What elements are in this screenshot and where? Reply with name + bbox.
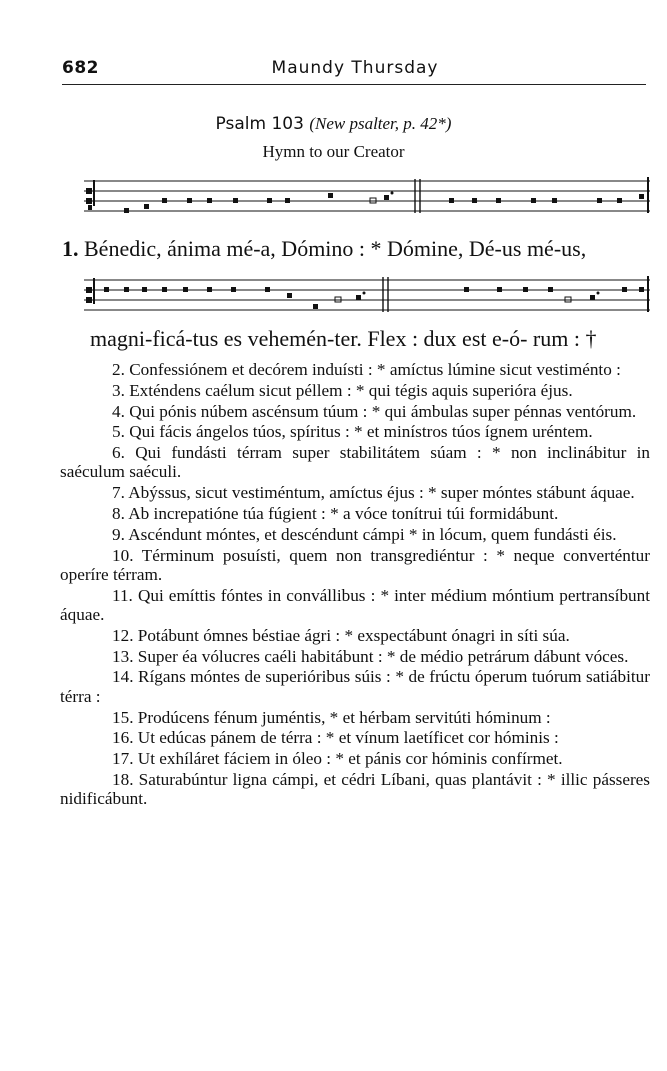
psalm-verse-15: 15. Prodúcens fénum juméntis, * et hérbam servitúti hóminum : [112, 707, 551, 727]
psalm-verse-18: 18. Saturabúntur ligna cámpi, et cédri Líbani, quas plantávit : * illic pásseres nidificábunt. [60, 769, 650, 809]
psalm-subtitle: Hymn to our Creator [262, 142, 405, 161]
psalm-verse-10: 10. Términum posuísti, quem non transgrediéntur : * neque converténtur operíre térram. [60, 545, 650, 584]
psalm-verse-4: 4. Qui pónis núbem ascénsum túum : * qui ámbulas super pénnas ventórum. [112, 401, 637, 421]
psalm-verse-5: 5. Qui fácis ángelos túos, spíritus : * et minístros túos ígnem uréntem. [112, 422, 593, 442]
psalm-verse-8: 8. Ab increpatióne túa fúgient : * a vóce tonítrui túi formidábunt. [112, 504, 559, 524]
chant-staff-2 [0, 272, 667, 332]
psalm-verse-2: 2. Confessiónem et decórem induísti : * amíctus lúmine sicut vestiménto : [112, 360, 621, 379]
running-title: Maundy Thursday [271, 58, 439, 78]
psalm-verse-14: 14. Rígans móntes de superióribus súis : * de frúctu óperum tuórum satiábitur térra : [60, 667, 650, 706]
psalm-verse-6: 6. Qui fundásti térram super stabilitátem súam : * non inclinábitur in saéculum saéculi. [60, 443, 650, 482]
verse-number-1: 1. [62, 236, 79, 261]
psalm-heading [0, 114, 667, 134]
chant-lyrics-1: Bénedic, ánima mé-a, Dómino : * Dómine, Dé-us mé-us, [84, 236, 587, 261]
chant-staff-1 [0, 172, 667, 232]
psalm-title: Psalm 103 [215, 114, 304, 134]
psalm-verse-3: 3. Exténdens caélum sicut péllem : * qui tégis aquis superióra éjus. [112, 380, 573, 400]
header-rule [62, 84, 646, 85]
psalm-verse-13: 13. Super éa vólucres caéli habitábunt : * de médio petrárum dábunt vóces. [112, 646, 629, 666]
chant-lyrics-2: magni-ficá-tus es vehemén-ter. Flex : dux est e-ó- rum : † [90, 326, 597, 351]
psalm-verse-7: 7. Abýssus, sicut vestiméntum, amíctus éjus : * super móntes stábunt áquae. [112, 483, 635, 503]
chant-line-1 [62, 236, 586, 262]
psalm-verse-12: 12. Potábunt ómnes béstiae ágri : * exspectábunt ónagri in síti súa. [112, 625, 570, 645]
psalm-verse-17: 17. Ut exhíláret fáciem in óleo : * et pánis cor hóminis confírmet. [112, 749, 563, 769]
page-header [62, 58, 648, 82]
psalm-verse-9: 9. Ascéndunt móntes, et descéndunt cámpi * in lócum, quem fundásti éis. [112, 524, 617, 544]
psalm-verse-11: 11. Qui emíttis fóntes in convállibus : * inter médium móntium pertransíbunt áquae. [60, 585, 650, 625]
page-number: 682 [62, 58, 99, 78]
chant-line-2 [90, 326, 596, 352]
psalm-verses [60, 360, 650, 810]
psalm-verse-16: 16. Ut edúcas pánem de térra : * et vínum laetíficet cor hóminis : [112, 728, 559, 748]
psalm-reference: (New psalter, p. 42*) [309, 114, 452, 133]
